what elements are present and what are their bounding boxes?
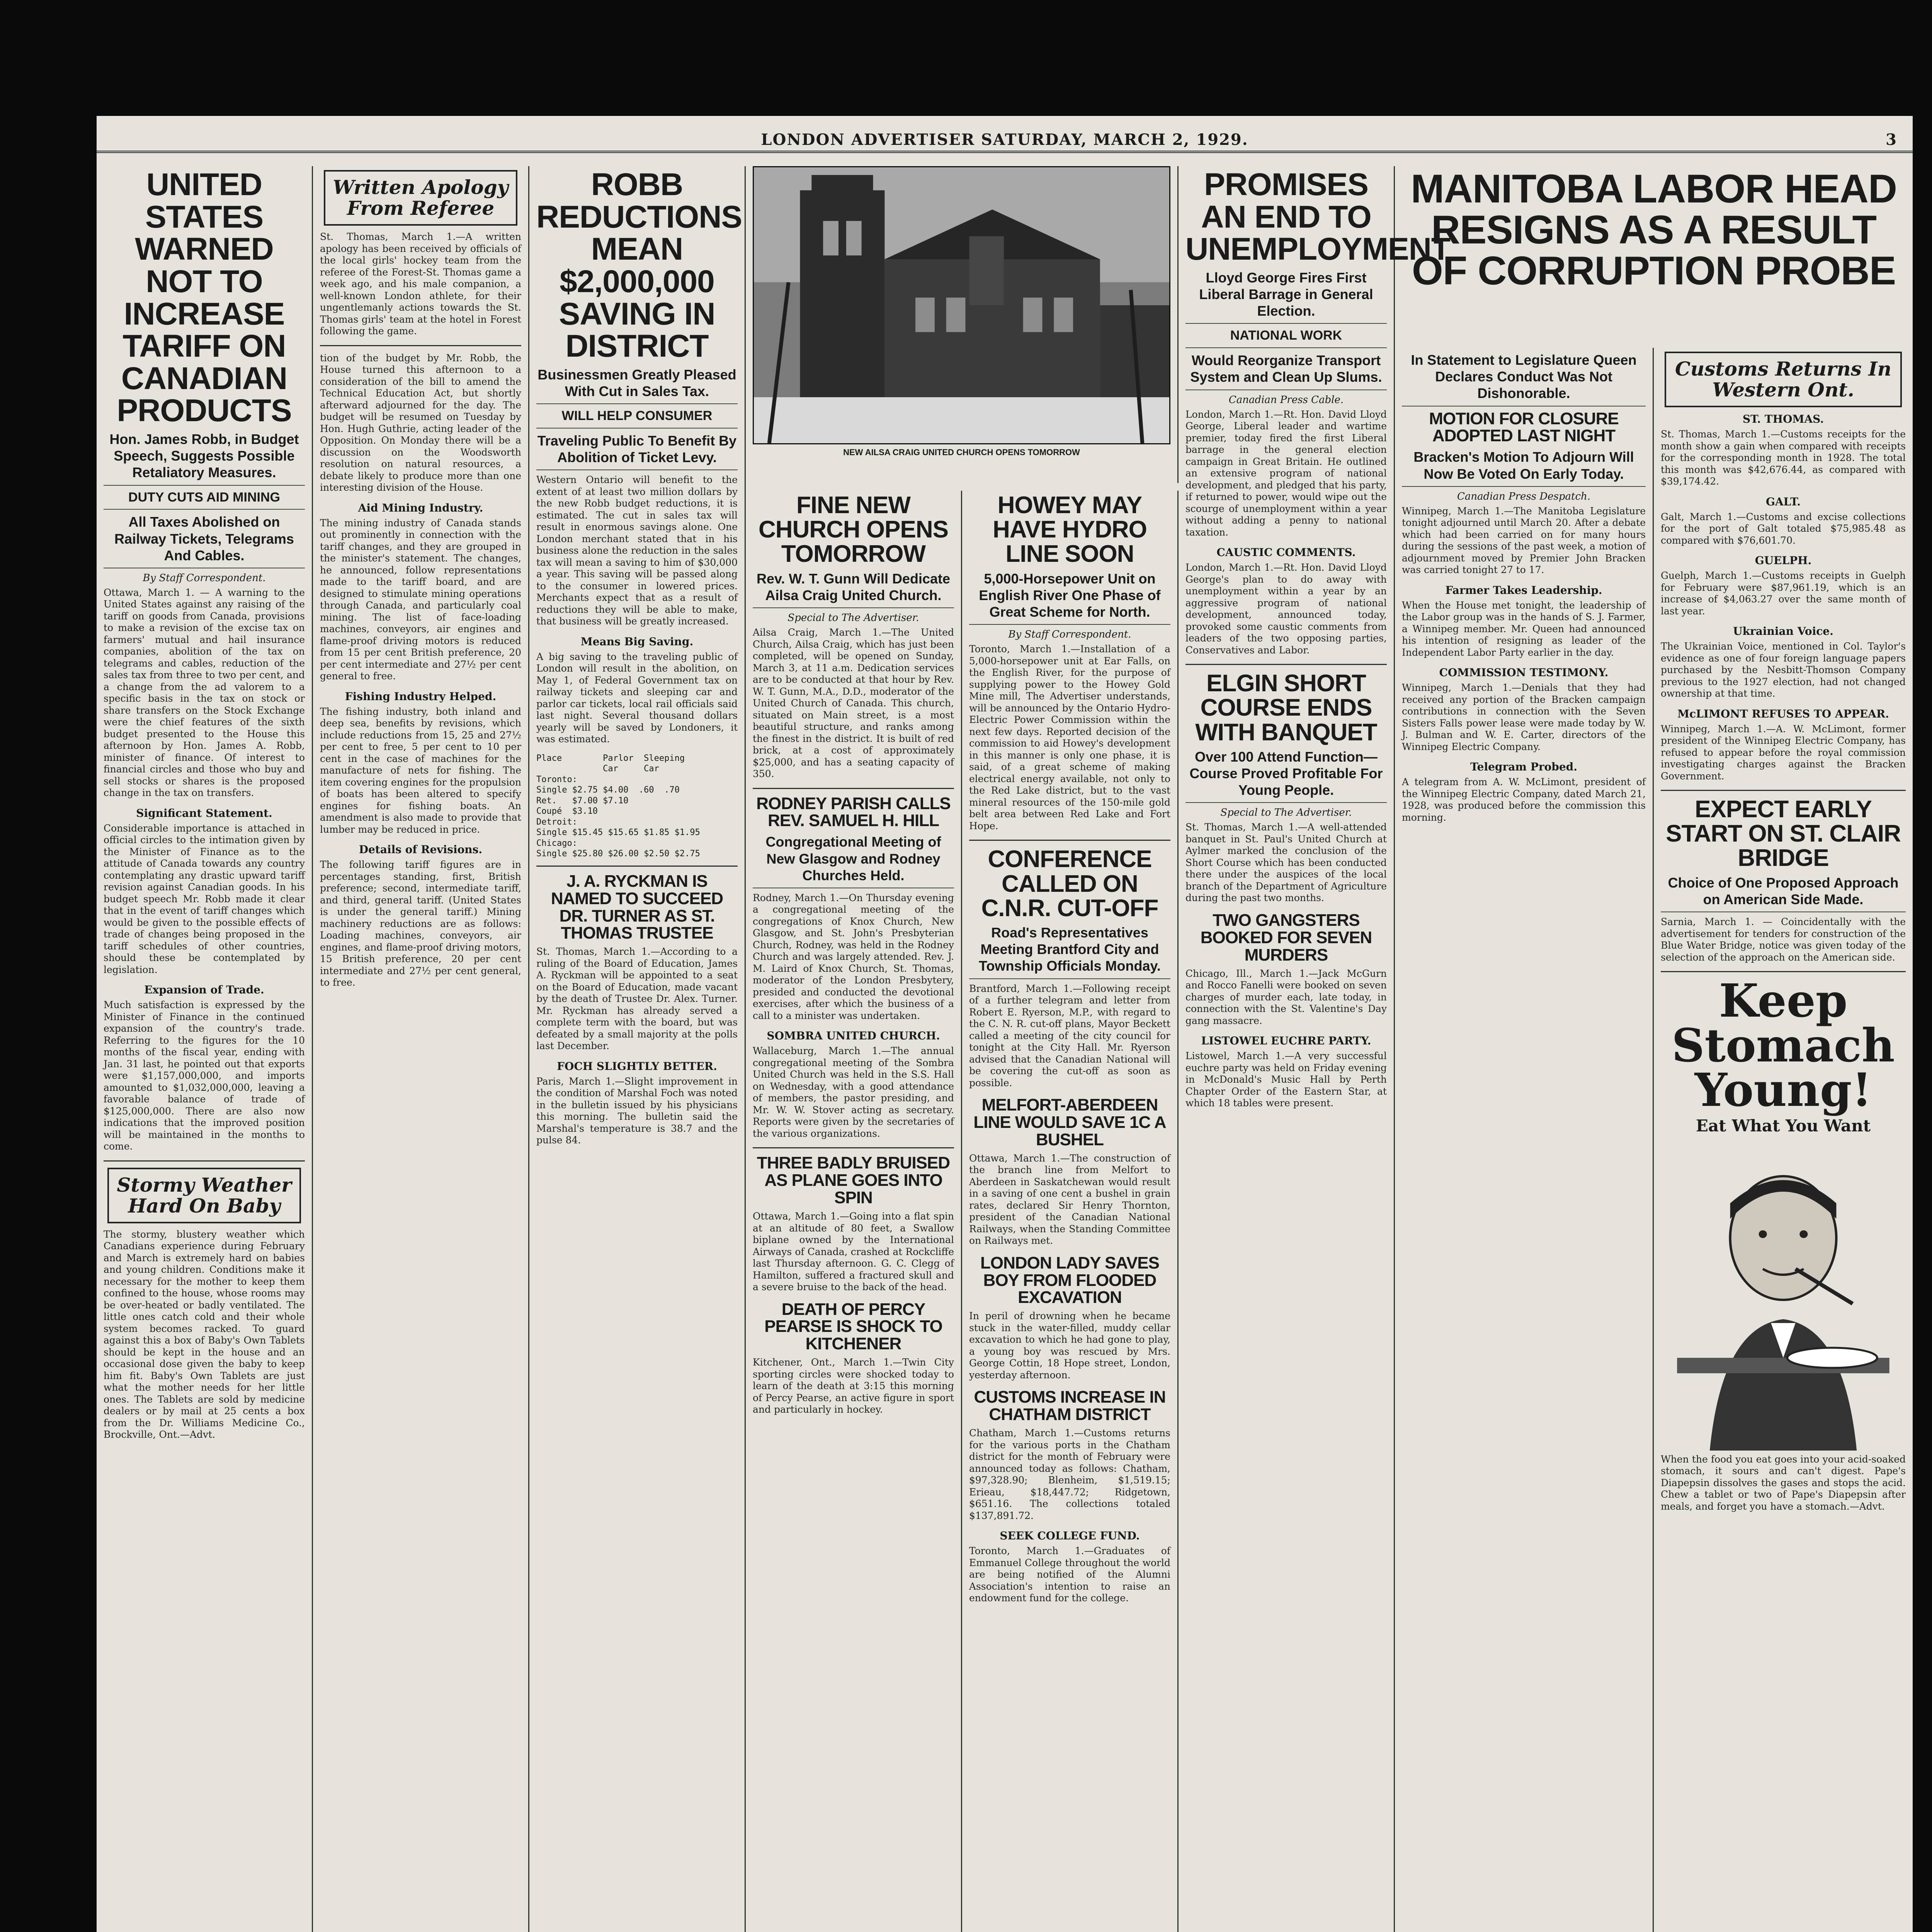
- article-body: Galt, March 1.—Customs and excise collections for the port of Galt totaled $75,985.48 as compared with $76,601.70.: [1661, 511, 1906, 546]
- article-body: Much satisfaction is expressed by the Minister of Finance in the continued expansion of the country's trade. Referring to the figures for the 10 months of the fiscal year, ending with Jan. 31 last, he pointed out that exports were $1,157,000,000, and imports amounted to $1,032,000,000, leaving a favorable balance of trade of $125,000,000. There are also now indications that the improved position will be maintained in the months to come.: [104, 999, 305, 1152]
- article-body: London, March 1.—Rt. Hon. David Lloyd George, Liberal leader and wartime premier, today fired the first Liberal barrage in the general election campaign in Great Britain. He outlined an extensive program of national development, and pledged that his party, if returned to power, would wipe out the scourge of unemployment within a year without adding a penny to national taxation.: [1185, 408, 1387, 538]
- article-body: Kitchener, Ont., March 1.—Twin City sporting circles were shocked today to learn of the death at 3:15 this morning of Percy Pearse, an active figure in sport and particularly in hockey.: [753, 1357, 954, 1415]
- deck: Rev. W. T. Gunn Will Dedicate Ailsa Craig United Church.: [753, 570, 954, 608]
- subhead: Telegram Probed.: [1470, 760, 1577, 774]
- divider: [1185, 664, 1387, 665]
- deck: Road's Representatives Meeting Brantford City and Township Officials Monday.: [969, 924, 1170, 979]
- divider: [1661, 790, 1906, 791]
- headline-st-clair: EXPECT EARLY START ON ST. CLAIR BRIDGE: [1666, 796, 1901, 872]
- deck: WILL HELP CONSUMER: [536, 408, 738, 429]
- headline-howey: HOWEY MAY HAVE HYDRO LINE SOON: [993, 492, 1147, 568]
- headline-manitoba: MANITOBA LABOR HEAD RESIGNS AS A RESULT OF CORRUPTION PROBE: [1411, 167, 1897, 294]
- church-photo: [753, 166, 1170, 444]
- divider: [753, 788, 954, 789]
- deck: In Statement to Legislature Queen Declares Conduct Was Not Dishonorable.: [1402, 352, 1646, 406]
- article-body: tion of the budget by Mr. Robb, the House turned this afternoon to a consideration of the bill to amend the Technical Education Act, but shortly afterward adjourned for the day. The budget will be resumed on Tuesday by Hon. Hugh Guthrie, acting leader of the Opposition. On Monday there will be a discussion on the Woodsworth resolution on natural resources, a debate likely to produce more than one interesting division of the House.: [320, 352, 521, 493]
- headline-robb-reductions: ROBB REDUCTIONS MEAN $2,000,000 SAVING IN DISTRICT: [536, 167, 742, 364]
- deck: 5,000-Horsepower Unit on English River One Phase of Great Scheme for North.: [969, 570, 1170, 625]
- headline-plane: THREE BADLY BRUISED AS PLANE GOES INTO SPIN: [757, 1153, 950, 1208]
- deck: Would Reorganize Transport System and Clean Up Slums.: [1185, 352, 1387, 390]
- boxed-headline-apology: Written Apology From Referee: [324, 170, 517, 226]
- article-body: Sarnia, March 1. — Coincidentally with the advertisement for tenders for construction of the Blue Water Bridge, notice was given today of the selection of the approach on the American side.: [1661, 916, 1906, 963]
- byline: Canadian Press Despatch.: [1457, 490, 1591, 502]
- article-body: The fishing industry, both inland and deep sea, benefits by revisions, which include reductions from 15, 25 and 27½ per cent to free, 5 per cent to 10 per cent in the case of machines for the manufacture of nets for fishing. The item covering engines for the propulsion of boats has been altered to specify engines for fishing boats. An amendment is also made to provide that lumber may be reduced in price.: [320, 706, 521, 835]
- article-body: Ottawa, March 1.—Going into a flat spin at an altitude of 80 feet, a Swallow biplane owned by the International Airways of Canada, crashed at Rockcliffe last Thursday afternoon. G. C. Clegg of Hamilton, suffered a fractured skull and a severe bruise to the back of the head.: [753, 1211, 954, 1293]
- article-body: Rodney, March 1.—On Thursday evening a congregational meeting of the congregations of Knox Church, New Glasgow, and St. John's Presbyterian Church, Rodney, was held in the Rodney Church and was largely attended. Rev. J. M. Laird of Knox Church, St. Thomas, moderator of the London Presbytery, presided and conducted the devotional exercises, after which the business of a call to a minister was undertaken.: [753, 892, 954, 1021]
- deck: NATIONAL WORK: [1185, 328, 1387, 348]
- article-body: Winnipeg, March 1.—A. W. McLimont, former president of the Winnipeg Electric Company, has refused to appear before the royal commission investigating charges against the Bracken Government.: [1661, 723, 1906, 782]
- headline-pearse: DEATH OF PERCY PEARSE IS SHOCK TO KITCHENER: [764, 1299, 942, 1354]
- deck: Hon. James Robb, in Budget Speech, Suggests Possible Retaliatory Measures.: [104, 431, 305, 486]
- deck: All Taxes Abolished on Railway Tickets, Telegrams And Cables.: [104, 514, 305, 568]
- subhead: Means Big Saving.: [580, 635, 694, 648]
- ad-headline-stomach: Keep Stomach Young!: [1672, 974, 1895, 1117]
- deck: Over 100 Attend Function—Course Proved Profitable For Young People.: [1185, 748, 1387, 803]
- deck: Bracken's Motion To Adjourn Will Now Be Voted On Early Today.: [1402, 449, 1646, 486]
- ad-body: The stormy, blustery weather which Canadians experience during February and March is extremely hard on babies and young children. Conditions make it necessary for the mother to keep them confined to the house, whose rooms may be over-heated or badly ventilated. The little ones catch cold and their whole system becomes racked. To guard against this a box of Baby's Own Tablets should be kept in the house and an occasional dose given the baby to keep him fit. Baby's Own Tablets are just what the mother needs for her little ones. The Tablets are sold by medicine dealers or by mail at 25 cents a box from the Dr. Williams Medicine Co., Brockville, Ont.—Advt.: [104, 1228, 305, 1440]
- deck: DUTY CUTS AID MINING: [104, 490, 305, 510]
- photo-caption: NEW AILSA CRAIG UNITED CHURCH OPENS TOMORROW: [843, 447, 1080, 457]
- article-body: The following tariff figures are in percentages standing, first, British preference; second, intermediate tariff, and third, general tariff. (United States is under the general tariff.) Mining machinery reductions are as follows: Loading machines, conveyors, air engines, and flame-proof driving motors, 15 British preference, 20 per cent intermediate and 27½ per cent general, to free.: [320, 859, 521, 988]
- deck: Lloyd George Fires First Liberal Barrage in General Election.: [1185, 269, 1387, 324]
- article-body: Considerable importance is attached in official circles to the intimation given by the Minister of Finance as to the attitude of Canada towards any country contemplating any drastic upward tariff revision against Canadian goods. In his budget speech Mr. Robb made it clear that in the event of tariff changes which would be given to the possible effects of trade of changes being proposed in the tariff schedules of other countries, should these be contemplated by legislation.: [104, 822, 305, 975]
- headline-gangsters: TWO GANGSTERS BOOKED FOR SEVEN MURDERS: [1200, 910, 1372, 964]
- subhead: COMMISSION TESTIMONY.: [1439, 666, 1609, 679]
- ad-body: When the food you eat goes into your acid-soaked stomach, it sours and can't digest. Pape's Diapepsin dissolves the gases and stops the acid. Chew a tablet or two of Pape's Diapepsin after meals, and forget you have a stomach.—Advt.: [1661, 1453, 1906, 1512]
- subhead: SOMBRA UNITED CHURCH.: [767, 1029, 940, 1043]
- column-3: [529, 166, 746, 1932]
- subhead: Fishing Industry Helped.: [345, 690, 497, 703]
- subhead: ST. THOMAS.: [1742, 413, 1824, 425]
- subhead: Ukrainian Voice.: [1733, 625, 1833, 638]
- deck: Businessmen Greatly Pleased With Cut in Sales Tax.: [536, 366, 738, 404]
- masthead-title: LONDON ADVERTISER SATURDAY, MARCH 2, 1929.: [761, 131, 1248, 149]
- article-body: Ottawa, March 1.—The construction of the branch line from Melfort to Aberdeen in Saskatchewan would result in a saving of one cent a bushel in grain rates, declared Sir Henry Thornton, president of the Canadian National Railways, when the Standing Committee on Railways met.: [969, 1152, 1170, 1247]
- article-body: The Ukrainian Voice, mentioned in Col. Taylor's evidence as one of four foreign language papers purchased by the Nesbitt-Thomson Company previous to the 1927 election, had not changed ownership at that time.: [1661, 641, 1906, 699]
- article-body: Ailsa Craig, March 1.—The United Church, Ailsa Craig, which has just been completed, will be opened on Sunday, March 3, at 11 a.m. Dedication services are to be conducted at that hour by Rev. W. T. Gunn, M.A., D.D., moderator of the United Church of Canada. This church, situated on Main street, is a most beautiful structure, and ranks among the finest in the district. It is built of red brick, at a cost of approximately $25,000, and has a seating capacity of 350.: [753, 627, 954, 780]
- running-head: [97, 128, 1913, 153]
- subhead: GALT.: [1765, 495, 1801, 508]
- article-body: Guelph, March 1.—Customs receipts in Guelph for February were $87,961.19, which is an increase of $4,063.27 over the same month of last year.: [1661, 570, 1906, 617]
- article-body: Winnipeg, March 1.—Denials that they had received any portion of the Bracken campaign contributions in connection with the Seven Sisters Falls power lease were made today by W. J. Bulman and W. E. Carter, directors of the Winnipeg Electric Company.: [1402, 682, 1646, 752]
- headline-london-lady: LONDON LADY SAVES BOY FROM FLOODED EXCAVATION: [980, 1253, 1159, 1307]
- byline: Canadian Press Cable.: [1228, 394, 1344, 406]
- byline: Special to The Advertiser.: [787, 612, 919, 624]
- subhead: McLIMONT REFUSES TO APPEAR.: [1677, 707, 1889, 720]
- headline-customs-chatham: CUSTOMS INCREASE IN CHATHAM DISTRICT: [974, 1388, 1166, 1424]
- subhead: SEEK COLLEGE FUND.: [1000, 1529, 1140, 1543]
- article-body: Western Ontario will benefit to the extent of at least two million dollars by the new Robb budget reductions, it is estimated. The cut in sales tax will result in enormous savings alone. One London merchant stated that in his business alone the reduction in the sales tax will mean a saving to him of $30,000 a year. This saving will be passed along to the consumer in lowered prices. Merchants expect that as a result of reductions they will be able to make, that business will be greatly increased.: [536, 474, 738, 627]
- article-body: St. Thomas, March 1.—Customs receipts for the month show a gain when compared with receipts for the corresponding month in 1928. The total this month was $42,676.44, as compared with $39,174.42.: [1661, 429, 1906, 487]
- column-7: [1395, 348, 1654, 1932]
- article-body: In peril of drowning when he became stuck in the water-filled, muddy cellar excavation to which he had gone to play, a young boy was rescued by Mrs. George Cottin, 18 Hope street, London, yesterday afternoon.: [969, 1310, 1170, 1381]
- ad-subheadline: Eat What You Want: [1696, 1116, 1871, 1135]
- subhead: GUELPH.: [1755, 554, 1812, 567]
- headline-melfort: MELFORT-ABERDEEN LINE WOULD SAVE 1C A BUSHEL: [973, 1095, 1166, 1149]
- column-4: [746, 491, 962, 1932]
- divider: [104, 1160, 305, 1162]
- article-body: A big saving to the traveling public of London will result in the abolition, on May 1, of Federal Government tax on railway tickets and sleeping car and parlor car tickets, local rail officials said last night. Several thousand dollars yearly will be saved by Londoners, it was estimated.: [536, 651, 738, 745]
- article-body: A telegram from A. W. McLimont, president of the Winnipeg Electric Company, dated March 21, 1928, was produced before the commission this morning.: [1402, 776, 1646, 823]
- article-body: London, March 1.—Rt. Hon. David Lloyd George's plan to do away with unemployment within a year by an aggressive program of national development, announced today, provoked some caustic comments from leaders of the two opposing parties, Conservatives and Labor.: [1185, 562, 1387, 656]
- byline: By Staff Correspondent.: [1008, 629, 1131, 641]
- column-1: [97, 166, 313, 1932]
- column-2: [313, 166, 529, 1932]
- article-body: Chatham, March 1.—Customs returns for the various ports in the Chatham district for the month of February were announced today as follows: Chatham, $97,328.90; Blenheim, $1,519.15; Erieau, $18,447.72; Ridgetown, $651.16. The collections totaled $137,891.72.: [969, 1427, 1170, 1521]
- headline-church: FINE NEW CHURCH OPENS TOMORROW: [759, 492, 948, 568]
- article-body: Toronto, March 1.—Graduates of Emmanuel College throughout the world are being notified of the Alumni Association's intention to raise an endowment fund for the college.: [969, 1545, 1170, 1604]
- headline-elgin: ELGIN SHORT COURSE ENDS WITH BANQUET: [1195, 670, 1377, 746]
- deck: Choice of One Proposed Approach on American Side Made.: [1661, 874, 1906, 912]
- headline-cnr: CONFERENCE CALLED ON C.N.R. CUT-OFF: [981, 846, 1158, 922]
- byline: By Staff Correspondent.: [143, 572, 266, 584]
- newspaper-page: [97, 116, 1913, 1932]
- article-body: St. Thomas, March 1.—A written apology has been received by officials of the local girls' hockey team from the referee of the Forest-St. Thomas game a week ago, and his male companion, a well-known London athlete, for their ungentlemanly actions towards the St. Thomas girls' team at the hotel in Forest following the game.: [320, 231, 521, 337]
- article-body: St. Thomas, March 1.—A well-attended banquet in St. Paul's United Church at Aylmer marked the conclusion of the Short Course which has been conducted there under the auspices of the local branch of the Department of Agriculture during the past two months.: [1185, 821, 1387, 904]
- ad-illustration: [1661, 1141, 1906, 1451]
- headline-closure: MOTION FOR CLOSURE ADOPTED LAST NIGHT: [1429, 409, 1619, 446]
- page-number: 3: [1886, 131, 1897, 149]
- photo-block: [746, 166, 1179, 483]
- manitoba-banner: [1395, 166, 1913, 344]
- article-body: Listowel, March 1.—A very successful euchre party was held on Friday evening in McDonald's Music Hall by Perth Chapter Order of the Eastern Star, at which 18 tables were present.: [1185, 1050, 1387, 1109]
- headline-rodney: RODNEY PARISH CALLS REV. SAMUEL H. HILL: [756, 794, 951, 830]
- article-body: When the House met tonight, the leadership of the Labor group was in the hands of S. J. Farmer, a Winnipeg member. Mr. Queen had announced his intention of resigning as leader of the Independent Labor Party earlier in the day.: [1402, 599, 1646, 658]
- column-6: [1179, 166, 1450, 1932]
- divider: [320, 345, 521, 346]
- deck: Traveling Public To Benefit By Abolition of Ticket Levy.: [536, 432, 738, 470]
- headline-unemployment: PROMISES AN END TO UNEMPLOYMENT: [1185, 167, 1450, 267]
- column-5: [962, 491, 1179, 1932]
- article-body: Ottawa, March 1. — A warning to the United States against any raising of the tariff on goods from Canada, provisions to make a revision of the excise tax on farmers' mutual and hail insurance companies, abolition of the tax on telegrams and cables, reduction of the sales tax from three to two per cent, and a change from the ad valorem to a specific basis in the tax on stock or share transfers on the Stock Exchange were the chief features of the sixth budget presented to the House this afternoon by Hon. James A. Robb, minister of finance. Of interest to financial circles and those who buy and sell stocks or shares is the proposed change in the tax on transfers.: [104, 587, 305, 799]
- byline: Special to The Advertiser.: [1220, 807, 1352, 819]
- subhead: Significant Statement.: [136, 806, 272, 820]
- subhead: Expansion of Trade.: [144, 983, 264, 997]
- article-body: Brantford, March 1.—Following receipt of a further telegram and letter from Robert E. Ryerson, M.P., with regard to the C. N. R. cut-off plans, Mayor Beckett called a meeting of the city council for tonight at the City Hall. Mr. Ryerson advised that the Canadian National will be covering the cut-off as soon as possible.: [969, 983, 1170, 1088]
- headline-us-tariff: UNITED STATES WARNED NOT TO INCREASE TARIFF ON CANADIAN PRODUCTS: [117, 167, 292, 429]
- headline-ryckman: J. A. RYCKMAN IS NAMED TO SUCCEED DR. TURNER AS ST. THOMAS TRUSTEE: [551, 871, 723, 943]
- article-body: Chicago, Ill., March 1.—Jack McGurn and Rocco Fanelli were booked on seven charges of murder each, late today, in connection with the St. Valentine's Day gang massacre.: [1185, 968, 1387, 1026]
- deck: Congregational Meeting of New Glasgow and Rodney Churches Held.: [753, 833, 954, 888]
- man-eating-illustration: [1661, 1141, 1906, 1451]
- boxed-headline-customs: Customs Returns In Western Ont.: [1665, 352, 1902, 407]
- article-body: Wallaceburg, March 1.—The annual congregational meeting of the Sombra United Church was held in the S.S. Hall on Wednesday, with a good attendance of members, the pastor presiding, and Mr. W. W. Stover acting as secretary. Reports were given by the secretaries of the various organizations.: [753, 1045, 954, 1139]
- article-body: Winnipeg, March 1.—The Manitoba Legislature tonight adjourned until March 20. After a debate which had been carried on for many hours during the sessions of the past week, a motion of adjournment moved by Premier John Bracken was carried tonight 27 to 17.: [1402, 505, 1646, 576]
- article-body: Paris, March 1.—Slight improvement in the condition of Marshal Foch was noted in the bulletin issued by his physicians this morning. The bulletin said the Marshal's temperature is 38.7 and the pulse 84.: [536, 1075, 738, 1146]
- subhead: FOCH SLIGHTLY BETTER.: [557, 1060, 717, 1073]
- fare-table: Place Parlor Sleeping Car Car Toronto: Single $2.75 $4.00 .60 .70 Ret. $7.00 $7.10 Coupé $3.10 Detroit: Single $15.45 $15.65 $1.85 $1.95 Chicago: Single $25.80 $26.00 $2.50 $2.75: [536, 753, 700, 859]
- divider: [969, 840, 1170, 841]
- subhead: Details of Revisions.: [359, 843, 483, 856]
- divider: [1661, 971, 1906, 972]
- church-image: [754, 167, 1169, 443]
- subhead: LISTOWEL EUCHRE PARTY.: [1201, 1034, 1371, 1047]
- ad-headline-baby: Stormy Weather Hard On Baby: [107, 1168, 301, 1223]
- column-8: [1654, 348, 1913, 1932]
- article-body: St. Thomas, March 1.—According to a ruling of the Board of Education, James A. Ryckman will be appointed to a seat on the Board of Education, made vacant by the death of Trustee Dr. Alex. Turner. Mr. Ryckman has already served a complete term with the board, but was defeated by a small majority at the polls last December.: [536, 946, 738, 1052]
- subhead: Aid Mining Industry.: [358, 501, 483, 514]
- divider: [753, 1147, 954, 1148]
- subhead: Farmer Takes Leadership.: [1445, 583, 1602, 597]
- article-body: Toronto, March 1.—Installation of a 5,000-horsepower unit at Ear Falls, on the English River, for the purpose of supplying power to the Howey Gold Mine mill, The Advertiser understands, will be announced by the Ontario Hydro-Electric Power Commission within the next few days. Reported decision of the commission to aid Howey's development in this manner is only one phase, it is said, of a great scheme of making electrical energy available, not only to the Red Lake district, but to the vast mineral resources of the 150-mile gold belt area between Red Lake and Fort Hope.: [969, 643, 1170, 832]
- subhead: CAUSTIC COMMENTS.: [1216, 546, 1356, 559]
- divider: [536, 866, 738, 867]
- article-body: The mining industry of Canada stands out prominently in connection with the tariff changes, and they are grouped in the minister's statement. The changes, he announced, follow representations made to the tariff board, and are designed to stimulate mining operations through Canada, and particularly coal mining. The list of face-loading machines, conveyors, air engines and flame-proof driving motors is reduced from 15 per cent British preference, 20 per cent intermediate and 27½ per cent general to free.: [320, 517, 521, 682]
